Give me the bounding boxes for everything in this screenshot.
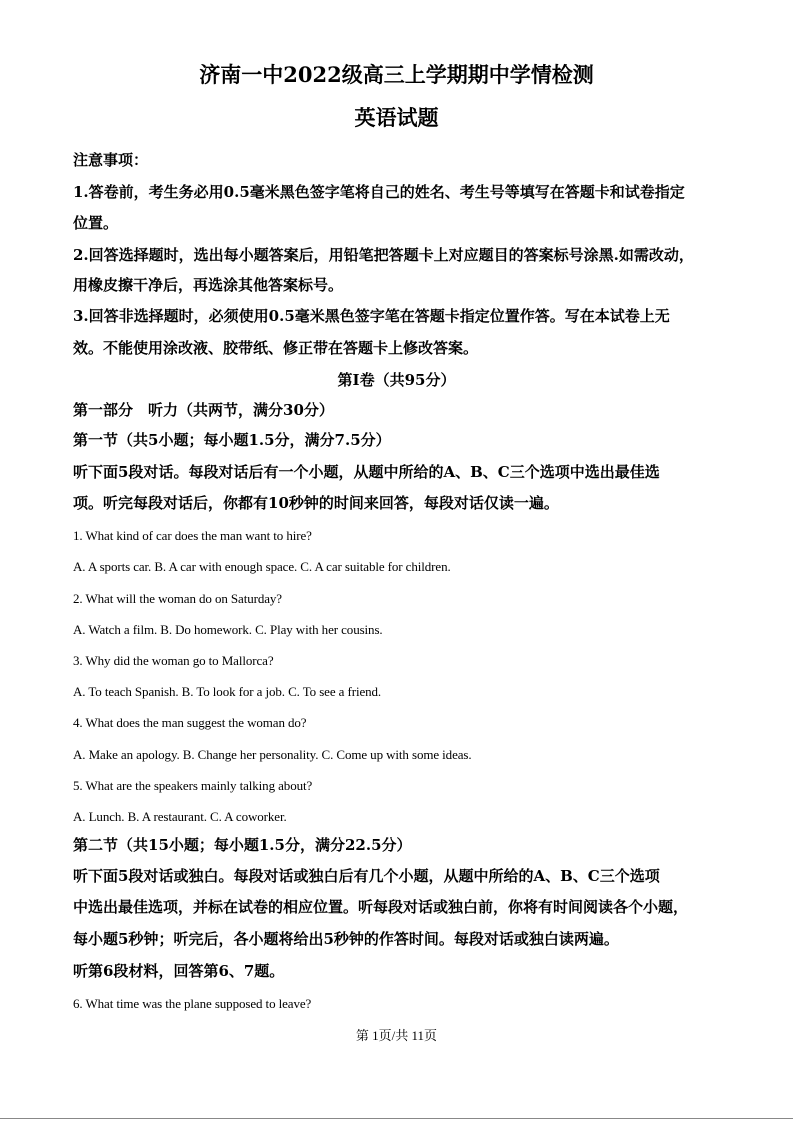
part-1-heading: 第一部分 听力（共两节，满分30分） — [73, 401, 334, 419]
question-5: 5. What are the speakers mainly talking about? — [73, 778, 313, 793]
section-1-instructions-line-1: 听下面5段对话。每段对话后有一个小题，从题中所给的A、B、C三个选项中选出最佳选 — [73, 463, 660, 481]
question-2: 2. What will the woman do on Saturday? — [73, 591, 282, 606]
question-2-options: A. Watch a film. B. Do homework. C. Play with her cousins. — [73, 622, 383, 637]
note-item-3-line-1: 3.回答非选择题时，必须使用0.5毫米黑色签字笔在答题卡指定位置作答。写在本试卷上无 — [73, 307, 670, 325]
section-2-instructions-line-2: 中选出最佳选项，并标在试卷的相应位置。听每段对话或独白前，你将有时间阅读各个小题， — [73, 898, 689, 916]
note-item-1-line-2: 位置。 — [73, 214, 119, 232]
note-item-2-line-2: 用橡皮擦干净后，再选涂其他答案标号。 — [73, 276, 344, 294]
question-3-options: A. To teach Spanish. B. To look for a job. C. To see a friend. — [73, 684, 382, 699]
page-title: 济南一中2022级高三上学期期中学情检测 — [199, 62, 594, 87]
note-item-1-line-1: 1.答卷前，考生务必用0.5毫米黑色签字笔将自己的姓名、考生号等填写在答题卡和试卷指定 — [73, 183, 685, 201]
section-2-instructions-line-1: 听下面5段对话或独白。每段对话或独白后有几个小题，从题中所给的A、B、C三个选项 — [73, 867, 660, 885]
section-2-heading: 第二节（共15小题；每小题1.5分，满分22.5分） — [73, 836, 412, 854]
section-1-heading: 第一节（共5小题；每小题1.5分，满分7.5分） — [73, 431, 391, 449]
section-1-instructions-line-2: 项。听完每段对话后，你都有10秒钟的时间来回答，每段对话仅读一遍。 — [73, 494, 559, 512]
question-5-options: A. Lunch. B. A restaurant. C. A coworker. — [73, 809, 287, 824]
material-6-heading: 听第6段材料，回答第6、7题。 — [73, 962, 285, 980]
note-item-2-line-1: 2.回答选择题时，选出每小题答案后，用铅笔把答题卡上对应题目的答案标号涂黑.如需改动， — [73, 246, 694, 264]
bottom-divider — [0, 1118, 793, 1119]
question-1: 1. What kind of car does the man want to hire? — [73, 528, 312, 543]
volume-heading: 第I卷（共95分） — [337, 371, 456, 389]
question-1-options: A. A sports car. B. A car with enough space. C. A car suitable for children. — [73, 559, 451, 574]
page-number: 第 1页/共 11页 — [355, 1028, 438, 1043]
notes-heading: 注意事项： — [73, 151, 149, 169]
question-4-options: A. Make an apology. B. Change her personality. C. Come up with some ideas. — [73, 747, 472, 762]
note-item-3-line-2: 效。不能使用涂改液、胶带纸、修正带在答题卡上修改答案。 — [73, 339, 479, 357]
question-6: 6. What time was the plane supposed to leave? — [73, 996, 312, 1011]
question-4: 4. What does the man suggest the woman do? — [73, 715, 307, 730]
section-2-instructions-line-3: 每小题5秒钟；听完后，各小题将给出5秒钟的作答时间。每段对话或独白读两遍。 — [73, 930, 619, 948]
page-subtitle: 英语试题 — [354, 105, 439, 130]
question-3: 3. Why did the woman go to Mallorca? — [73, 653, 274, 668]
